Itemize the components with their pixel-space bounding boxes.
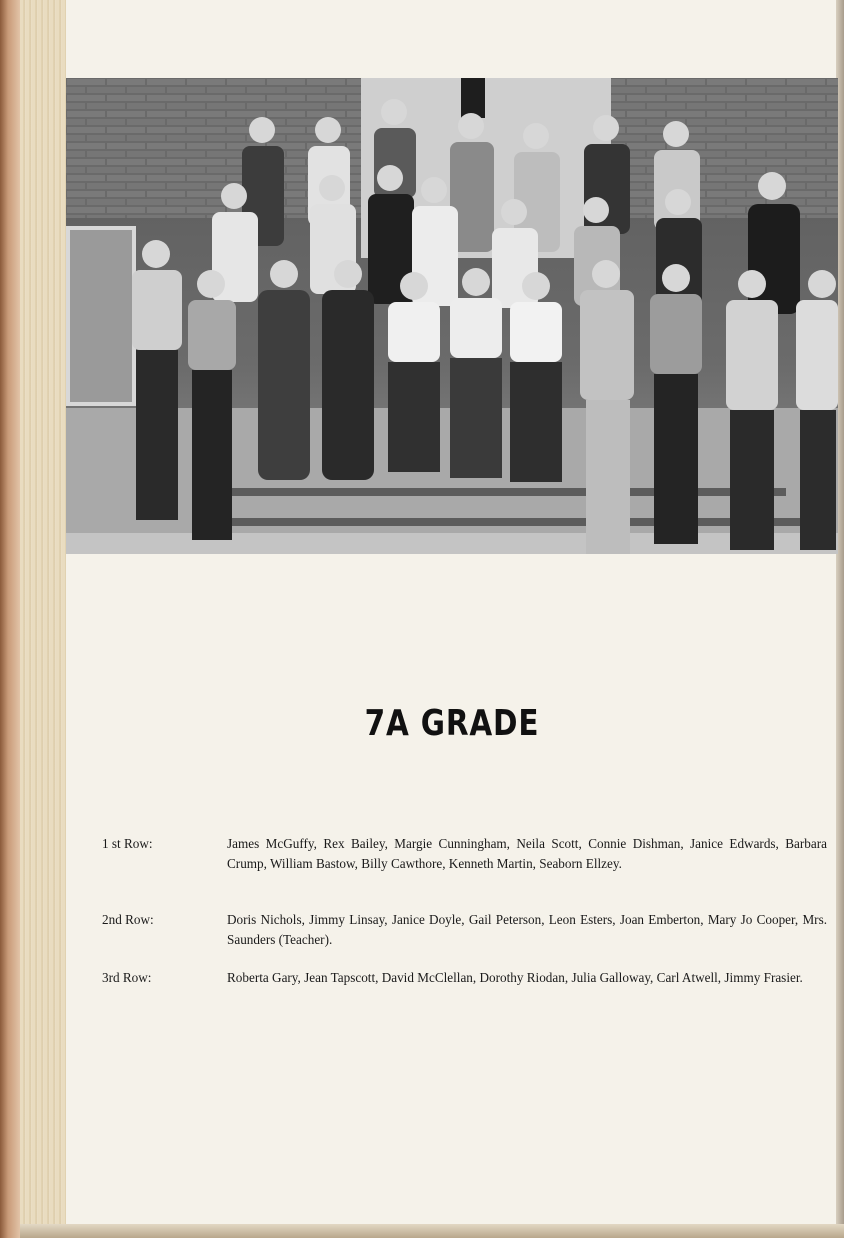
row-2-label: 2nd Row: — [102, 912, 154, 927]
bottom-page-edge — [20, 1224, 844, 1238]
row-1-label: 1 st Row: — [102, 836, 153, 851]
row-2-names: Doris Nichols, Jimmy Linsay, Janice Doyle, Gail Peterson, Leon Esters, Joan Emberton, Mary Jo Cooper, Mrs. Saunders (Teacher). — [227, 912, 827, 947]
row-3-label: 3rd Row: — [102, 970, 152, 985]
class-photo-illustration — [66, 78, 838, 554]
class-photo — [66, 78, 838, 554]
page-title: 7A GRADE — [364, 703, 540, 744]
page-stack-edge — [20, 0, 66, 1238]
row-1-names: James McGuffy, Rex Bailey, Margie Cunningham, Neila Scott, Connie Dishman, Janice Edwards, Barbara Crump, William Bastow, Billy Cawthore, Kenneth Martin, Seaborn Ellzey. — [227, 836, 827, 871]
book-binding — [0, 0, 20, 1238]
row-3-names: Roberta Gary, Jean Tapscott, David McClellan, Dorothy Riodan, Julia Galloway, Carl Atwell, Jimmy Frasier. — [227, 970, 803, 985]
